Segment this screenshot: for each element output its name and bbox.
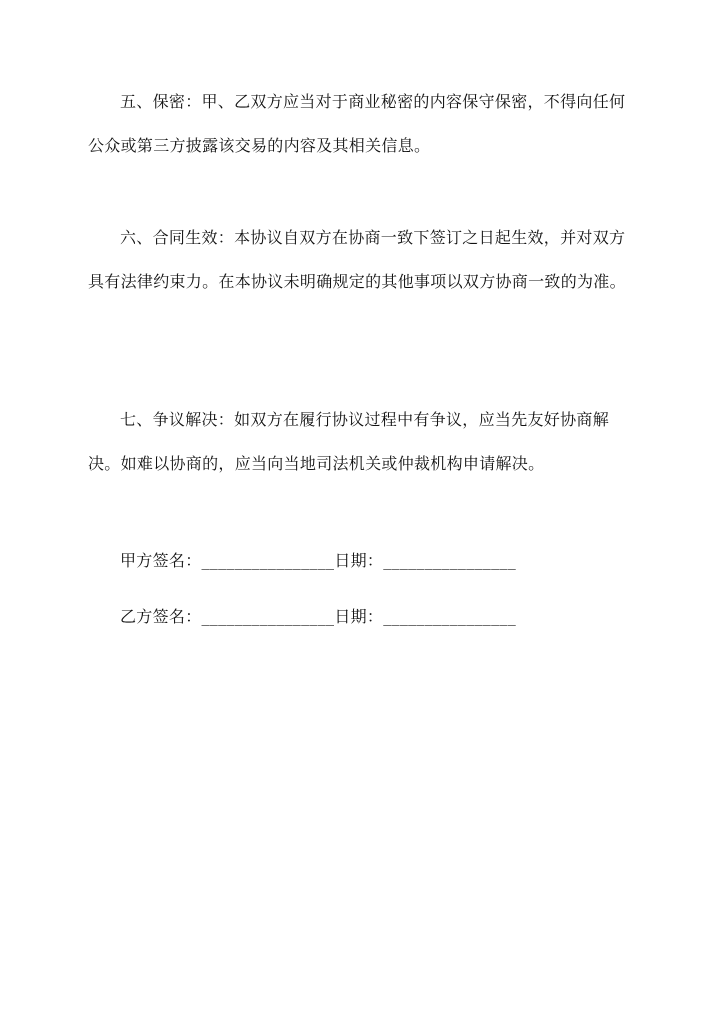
party-b-signature-label: 乙方签名：________________ (120, 607, 335, 626)
clause-effectiveness: 六、合同生效：本协议自双方在协商一致下签订之日起生效，并对双方具有法律约束力。在本协议未明确规定的其他事项以双方协商一致的为准。 (88, 228, 626, 291)
party-b-date-label: 日期：________________ (334, 607, 517, 626)
clause-dispute-resolution: 七、争议解决：如双方在履行协议过程中有争议，应当先友好协商解决。如难以协商的，应当向当地司法机关或仲裁机构申请解决。 (88, 410, 610, 473)
party-b-signature-line (120, 605, 516, 629)
party-a-date-label: 日期：________________ (334, 551, 517, 570)
clause-confidentiality: 五、保密：甲、乙双方应当对于商业秘密的内容保守保密，不得向任何公众或第三方披露该交易的内容及其相关信息。 (88, 92, 626, 155)
party-a-signature-label: 甲方签名：________________ (120, 551, 335, 570)
party-a-signature-line (120, 549, 516, 573)
